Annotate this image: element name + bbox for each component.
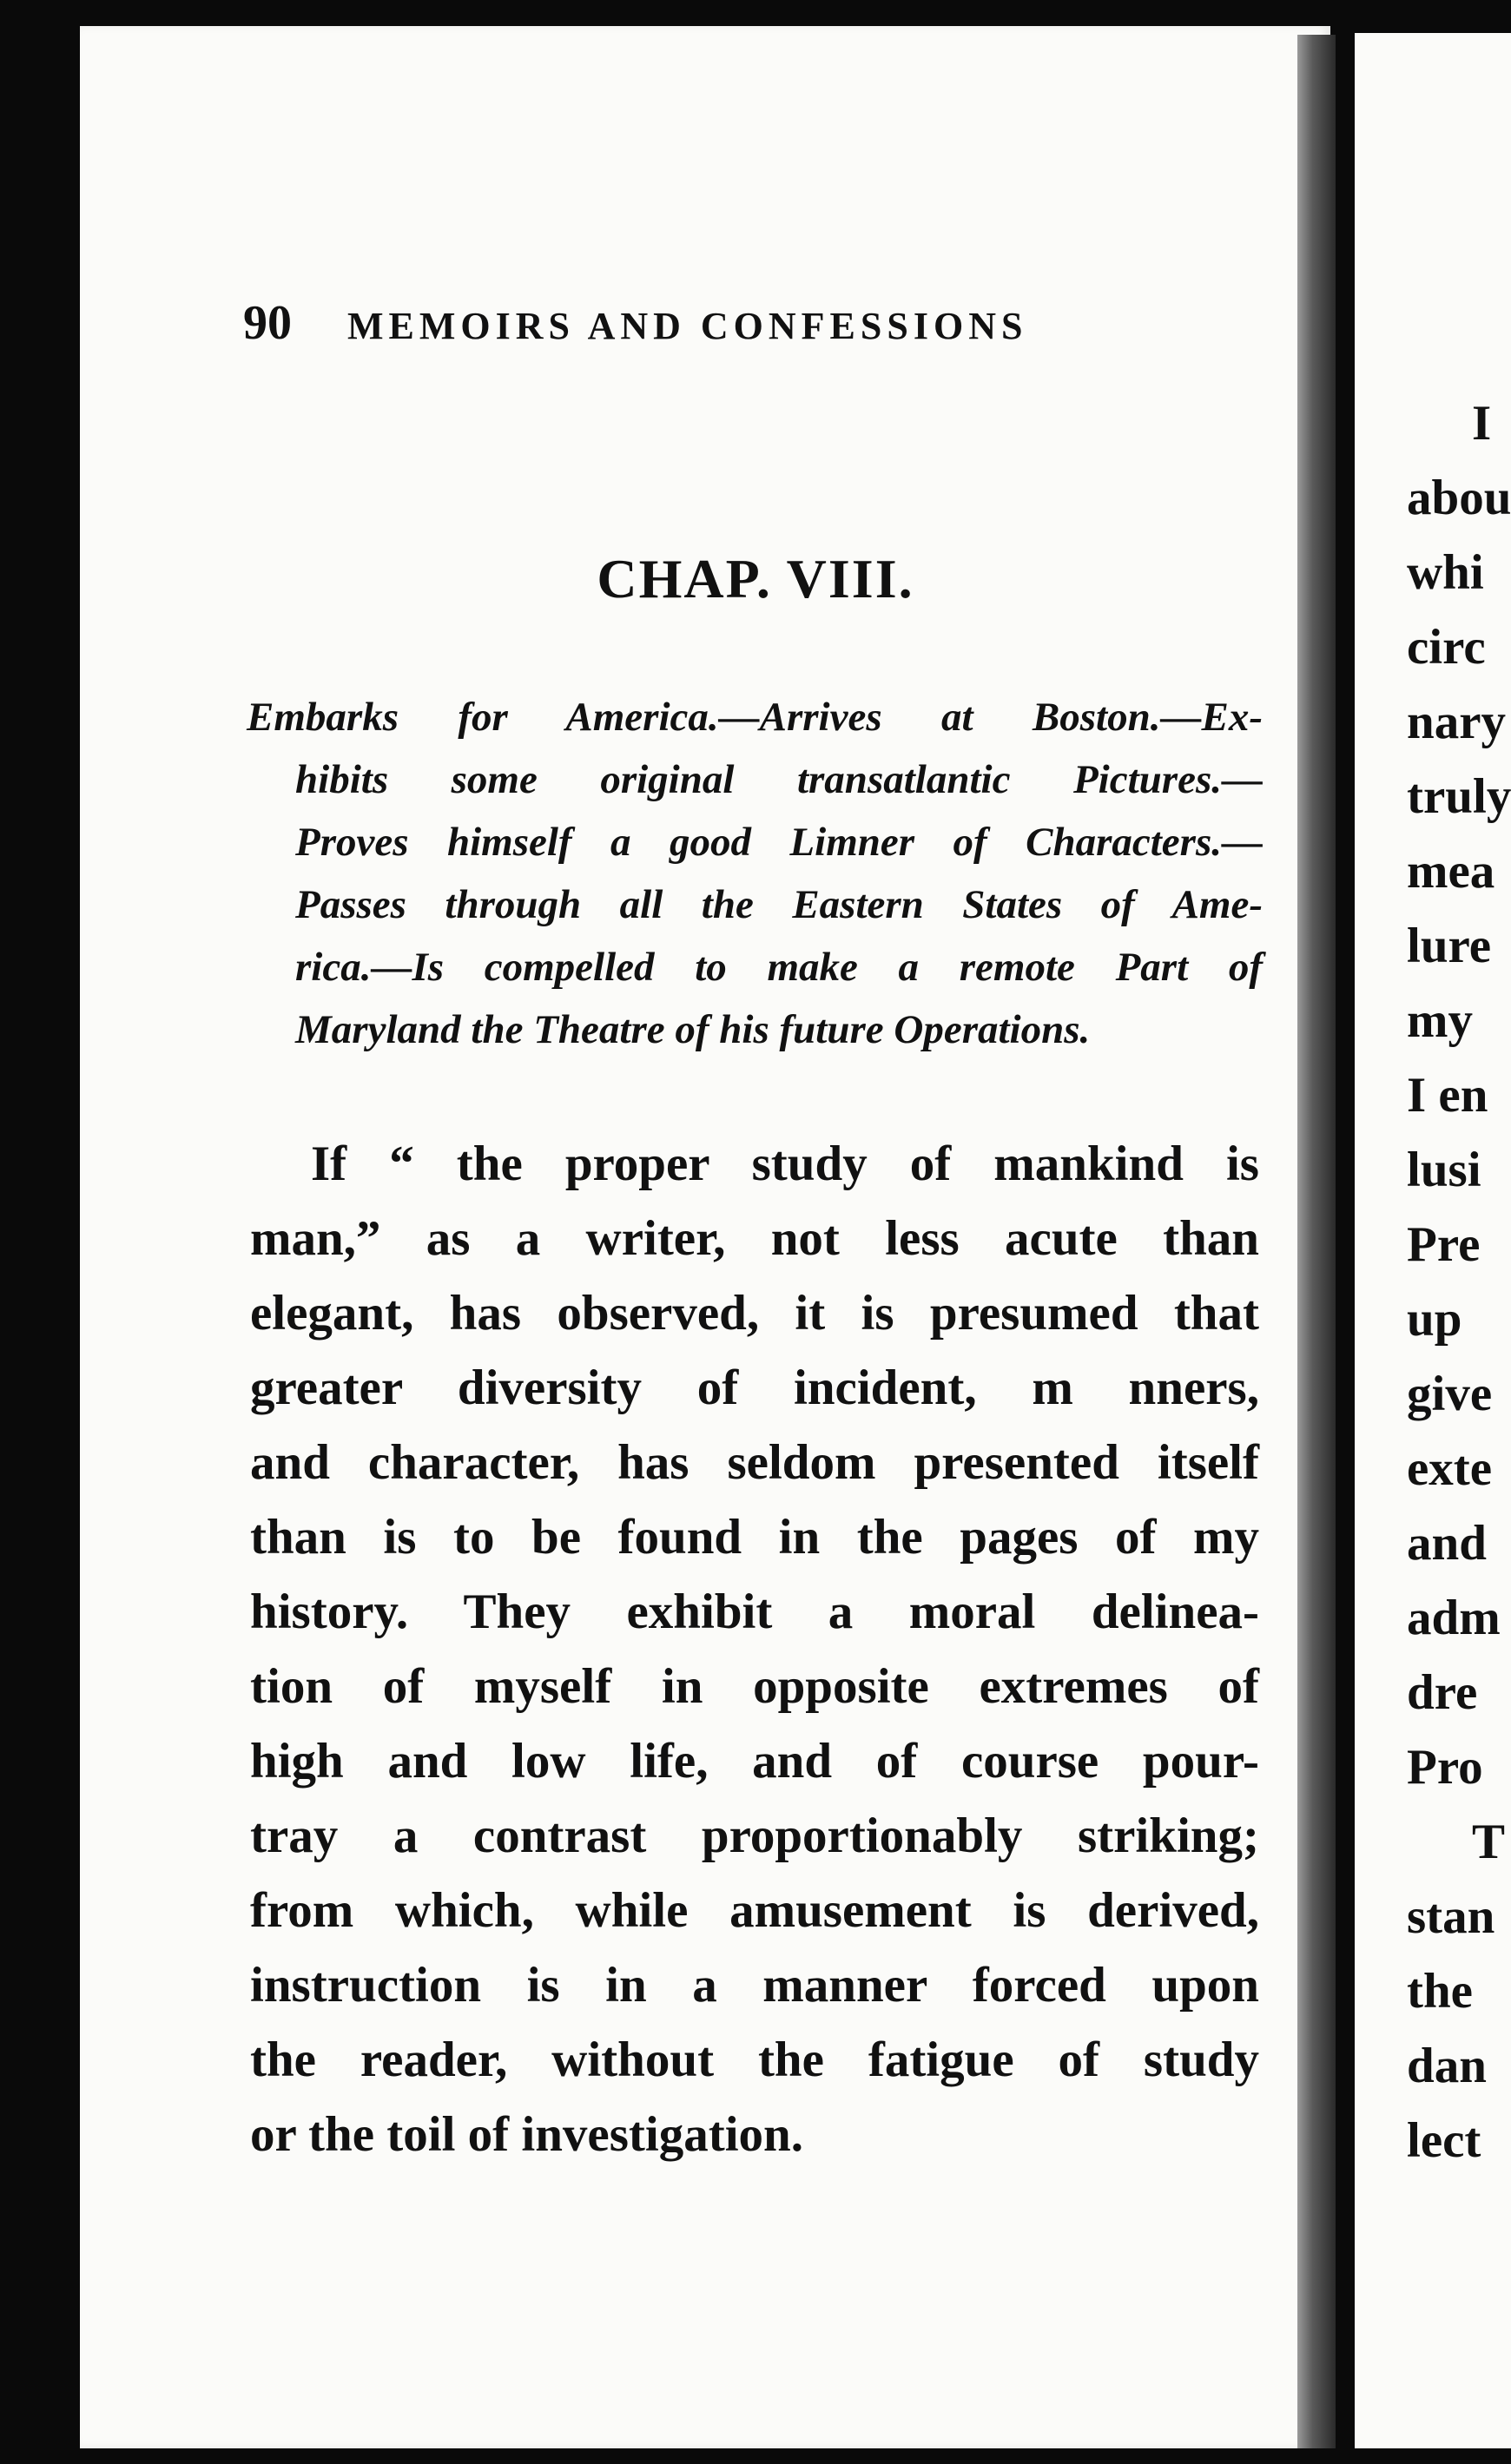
running-header <box>243 295 1129 356</box>
right-fragment: and <box>1407 1516 1487 1571</box>
body-line: tion of myself in opposite extremes of <box>250 1659 1259 1714</box>
right-fragment: Pre <box>1407 1217 1481 1272</box>
right-fragment: abou <box>1407 471 1511 525</box>
right-fragment: whi <box>1407 545 1484 600</box>
right-fragment: dan <box>1407 2039 1487 2093</box>
body-line: high and low life, and of course pour- <box>250 1734 1259 1789</box>
right-fragment: exte <box>1407 1441 1493 1496</box>
right-page-text-fragments <box>1407 386 1511 2178</box>
right-fragment: lect <box>1407 2113 1481 2168</box>
body-line: history. They exhibit a moral delinea- <box>250 1584 1259 1639</box>
body-line: the reader, without the fatigue of study <box>250 2032 1259 2087</box>
synopsis-line: hibits some original transatlantic Pictures.— <box>295 757 1263 802</box>
body-line: and character, has seldom presented itself <box>250 1435 1259 1490</box>
right-fragment: nary <box>1407 695 1506 749</box>
right-fragment: give <box>1407 1367 1493 1421</box>
body-line: greater diversity of incident, m nners, <box>250 1360 1259 1415</box>
synopsis-line: rica.—Is compelled to make a remote Part of <box>295 945 1263 990</box>
right-fragment: circ <box>1407 620 1486 675</box>
right-fragment: T <box>1472 1815 1506 1869</box>
synopsis-line: Passes through all the Eastern States of Ame- <box>295 882 1263 927</box>
right-fragment: I <box>1472 396 1492 451</box>
synopsis-line: Proves himself a good Limner of Characters.— <box>295 820 1263 865</box>
right-fragment: lure <box>1407 919 1492 973</box>
synopsis-line: Maryland the Theatre of his future Operations. <box>295 1007 1091 1052</box>
body-line: man,” as a writer, not less acute than <box>250 1211 1259 1266</box>
body-line: instruction is in a manner forced upon <box>250 1958 1259 2013</box>
right-fragment: I en <box>1407 1068 1488 1123</box>
right-fragment: adm <box>1407 1591 1501 1645</box>
body-line: than is to be found in the pages of my <box>250 1510 1259 1565</box>
right-fragment: mea <box>1407 844 1495 899</box>
synopsis-line: Embarks for America.—Arrives at Boston.—Ex- <box>247 695 1263 740</box>
right-fragment: my <box>1407 993 1473 1048</box>
header-title: MEMOIRS AND CONFESSIONS <box>347 305 1028 347</box>
right-fragment: truly <box>1407 769 1511 824</box>
body-line: tray a contrast proportionably striking; <box>250 1808 1259 1863</box>
book-gutter <box>1297 35 1336 2448</box>
body-line: If “ the proper study of mankind is <box>311 1136 1259 1191</box>
right-fragment: the <box>1407 1964 1473 2019</box>
body-line: elegant, has observed, it is presumed that <box>250 1286 1259 1341</box>
right-fragment: dre <box>1407 1665 1478 1720</box>
page-number: 90 <box>243 296 292 350</box>
right-fragment: up <box>1407 1292 1462 1347</box>
right-fragment: lusi <box>1407 1143 1481 1197</box>
right-fragment: stan <box>1407 1889 1495 1944</box>
chapter-title: CHAP. VIII. <box>597 548 914 609</box>
body-line: from which, while amusement is derived, <box>250 1883 1259 1938</box>
body-paragraph <box>250 1127 1259 2172</box>
right-fragment: Pro <box>1407 1740 1483 1795</box>
body-line: or the toil of investigation. <box>250 2107 803 2162</box>
chapter-synopsis <box>247 686 1263 1061</box>
